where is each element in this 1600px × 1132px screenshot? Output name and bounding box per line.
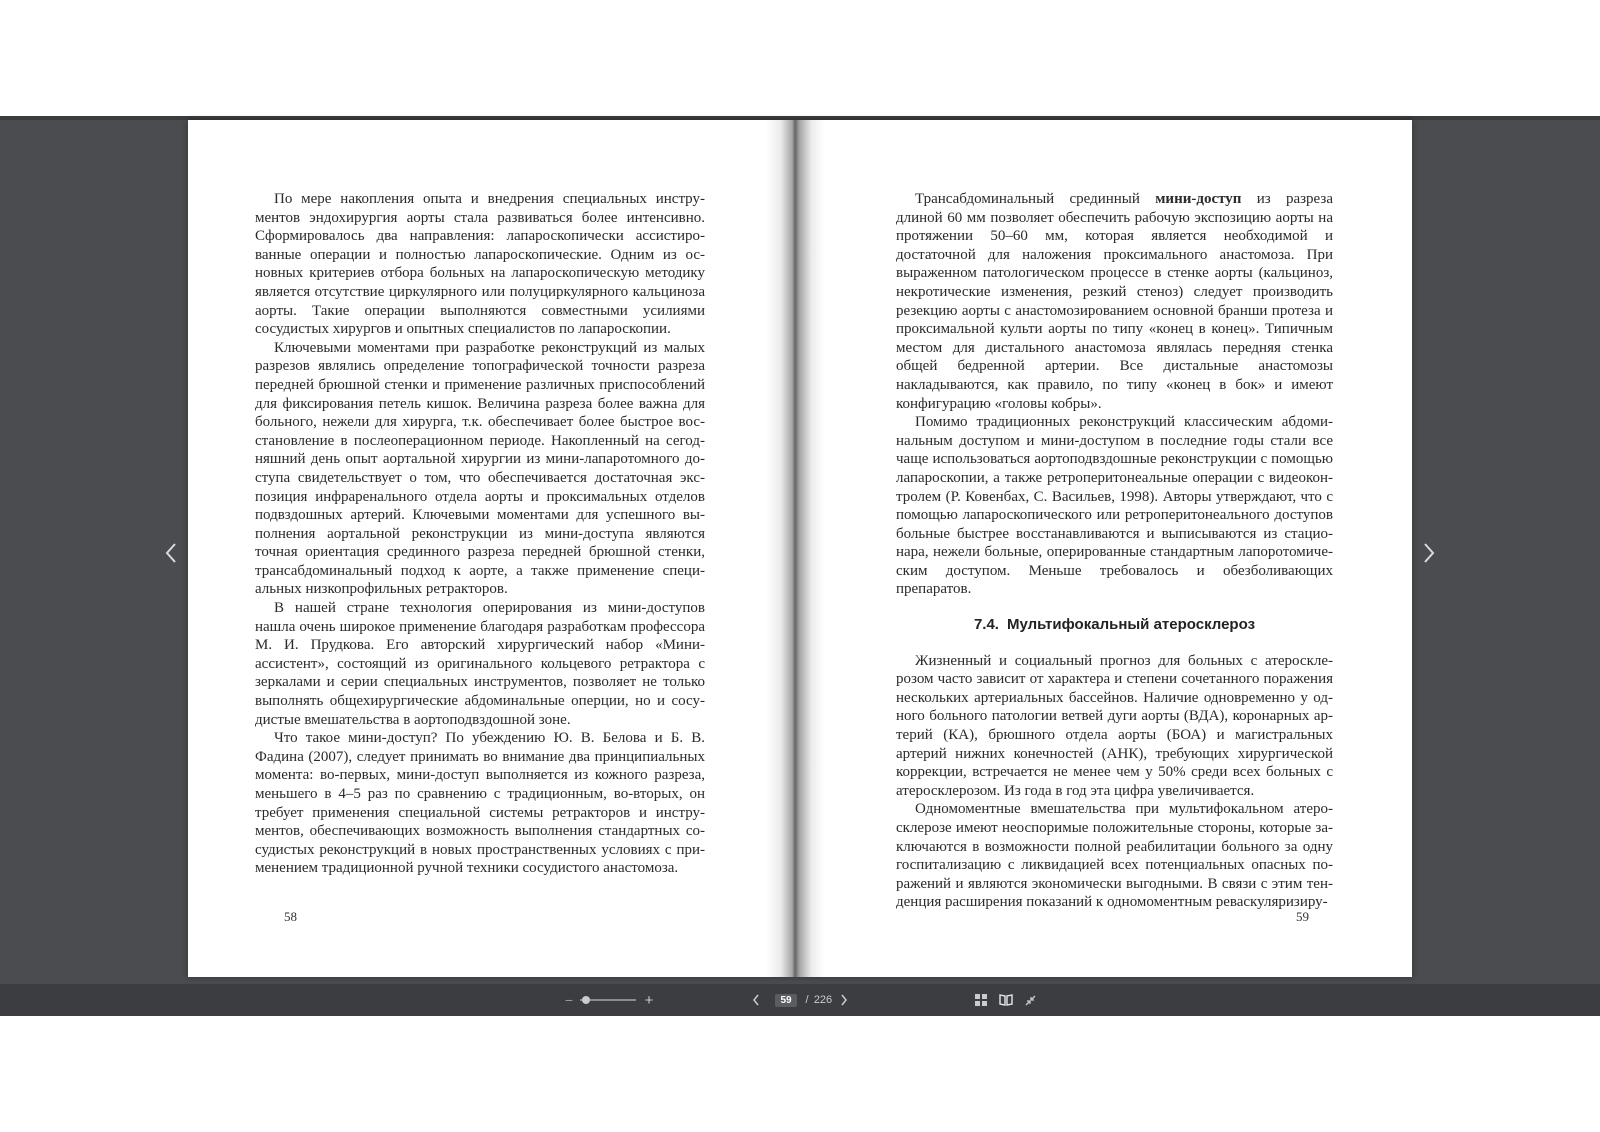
paragraph [896, 190, 1333, 413]
zoom-in-button[interactable]: + [644, 991, 654, 1009]
next-page-button[interactable] [836, 984, 852, 1016]
previous-page-button[interactable] [748, 984, 764, 1016]
total-pages: 226 [813, 994, 833, 1006]
zoom-slider-track [580, 999, 636, 1001]
chevron-left-icon [164, 542, 178, 564]
paragraph: Помимо традиционных реконструкций классическим абдоминальным доступом и мини-доступом в последние годы стали все чаще использоваться аортоподвздошные реконструкции с помощью лапароскопии, а также ретроперитонеальные операции с видеоконтролем (Р. Ковенбах, С. Васильев, 1998). Авторы утверждают, что с помощью лапароскопического или ретроперитонеального доступов больные быстрее восстанавливаются и выписываются из стационара, нежели больные, оперированные стандартным лапоротомическим доступом. Меньше требовалось и обезболивающих препаратов. [896, 414, 1333, 598]
viewer-toolbar [0, 984, 1600, 1016]
paragraph-text: из разреза длиной 60 мм позволяет обеспечить рабочую экспозицию аорты на протяжении 50–60 мм, которая является необходимой и достаточной для наложения проксимального анастомоза. При выраженном патологическом процессе в стенке аорты (кальциноз, некротические изменения, резкий стеноз) следует производить резекцию аорты с анастомозированием основной бранши протеза и проксимальной культи аорты по типу «конец в конец». Типичным местом для дистального анастомоза являлась передняя стенка общей бедренной артерии. Все дистальные анастомозы накладываются, как правило, по типу «конец в бок» и имеют конфигурацию «головы кобры». [896, 191, 1333, 412]
chevron-left-icon [752, 994, 760, 1006]
thumbnails-button[interactable] [973, 984, 989, 1016]
paragraph: В нашей стране технология оперирования из мини-доступов нашла очень широкое применение благодаря разработкам профессора М. И. Прудкова. Его авторский хирургический набор «Миниассистент», состоящий из оригинального кольцевого ретрактора с зеркалами и серии специальных инструментов, позволяет не только выполнять общехирургические абдоминальные оперции, но и сосудистые вмешательства в аортоподвздошной зоне. [255, 600, 705, 728]
book-view-button[interactable] [997, 984, 1015, 1016]
paragraph: Одномоментные вмешательства при мультифокальном атеросклерозе имеют неоспоримые положительные стороны, которые заключаются в возможности полной реабилитации больного за одну госпитализацию с ликвидацией всех потенциальных опасных поражений и являются экономически выгодными. В связи с этим тенденция расширения показаний к одномоментным реваскуляризиру- [896, 801, 1333, 911]
chevron-right-icon [1422, 542, 1436, 564]
left-page-number: 58 [284, 909, 297, 924]
bold-term: мини-доступ [1155, 191, 1242, 207]
section-number: 7.4. [973, 616, 999, 634]
collapse-icon [1025, 995, 1036, 1006]
zoom-slider-handle[interactable] [582, 996, 590, 1004]
right-page-number: 59 [1296, 909, 1309, 924]
section-heading [896, 616, 1333, 635]
zoom-slider[interactable] [580, 984, 636, 1016]
page-separator: / [805, 994, 809, 1006]
section-title: Мультифокальный атеросклероз [1006, 616, 1256, 634]
previous-spread-button[interactable] [156, 533, 186, 573]
page-spread [188, 120, 1412, 977]
paragraph-text: Трансабдоминальный срединный [915, 191, 1156, 207]
next-spread-button[interactable] [1414, 533, 1444, 573]
left-page-text [255, 190, 705, 878]
book-viewer [0, 116, 1600, 1016]
paragraph: По мере накопления опыта и внедрения специальных инструментов эндохирургия аорты стала развиваться более интенсивно. Сформировалось два направления: лапароскопически ассистированные операции и полностью лапароскопические. Одним из основных критериев отбора больных на лапароскопическую методику является отсутствие циркулярного или полуциркулярного кальциноза аорты. Такие операции выполняются совместными усилиями сосудистых хирургов и опытных специалистов по лапароскопии. [255, 191, 705, 338]
paragraph: Ключевыми моментами при разработке реконструкций из малых разрезов являлись определение топографической точности разреза передней брюшной стенки и применение различных приспособлений для фиксирования петель кишок. Величина разреза более важна для больного, нежели для хирурга, т.к. обеспечивает более быстрое восстановление в послеоперационном периоде. Накопленный на сегодняшний день опыт аортальной хирургии из мини-лапаротомного доступа свидетельствует о том, что обеспечивается достаточная экспозиция инфраренального отдела аорты и проксимальных отделов подвздошных артерий. Ключевыми моментами для успешного выполнения аортальной реконструкции из мини-доступа являются точная ориентация срединного разреза передней брюшной стенки, трансабдоминальный подход к аорте, а также применение специальных низкопрофильных ретракторов. [255, 339, 705, 598]
grid-icon [975, 994, 987, 1006]
chevron-right-icon [840, 994, 848, 1006]
paragraph: Жизненный и социальный прогноз для больных с атеросклерозом часто зависит от характера и степени сочетанного поражения нескольких артериальных бассейнов. Наличие одновременно у одного больного патологии ветвей дуги аорты (ВДА), коронарных артерий (КА), брюшного отдела аорты (БОА) и магистральных артерий нижних конечностей (АНК), требующих хирургической коррекции, встречается не менее чем у 50% среди всех больных с атеросклерозом. Из года в год эта цифра увеличивается. [896, 652, 1333, 799]
right-page-text [896, 190, 1333, 912]
current-page-value: 59 [775, 994, 796, 1007]
exit-fullscreen-button[interactable] [1022, 984, 1038, 1016]
book-icon [999, 994, 1013, 1006]
zoom-out-button[interactable]: − [564, 992, 574, 1008]
book-gutter [766, 120, 824, 977]
current-page-input[interactable] [772, 984, 800, 1016]
paragraph: Что такое мини-доступ? По убеждению Ю. В. Белова и Б. В. Фадина (2007), следует принимать во внимание два принципиальных момента: во-первых, мини-доступ выполняется из кожного разреза, меньшего в 4–5 раз по сравнению с традиционным, во-вторых, он требует применения специальной системы ретракторов и инструментов, обеспечивающих возможность выполнения стандартных сосудистых реконструкций в новых пространственных условиях с применением традиционной ручной техники сосудистого анастомоза. [255, 730, 705, 877]
